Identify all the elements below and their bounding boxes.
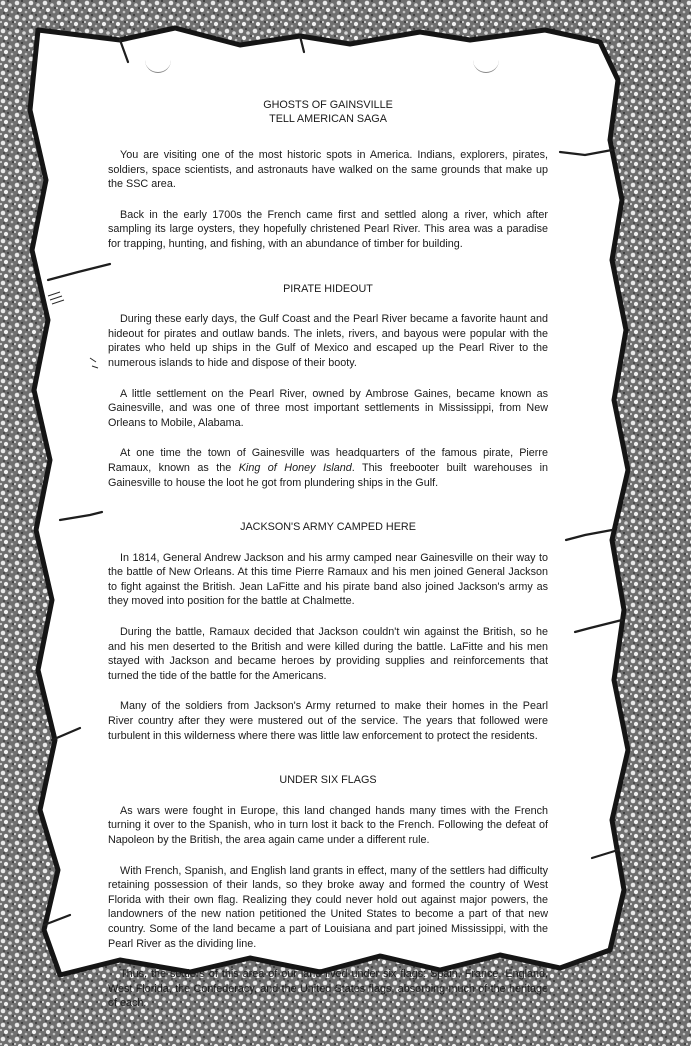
pirate-paragraph-3 [108, 446, 548, 490]
heading-jacksons-army: JACKSON'S ARMY CAMPED HERE [240, 521, 416, 534]
title-line-2: TELL AMERICAN SAGA [269, 113, 387, 125]
heading-under-six-flags: UNDER SIX FLAGS [279, 774, 377, 787]
jackson-paragraph-2: During the battle, Ramaux decided that Jackson couldn't win against the British, so he and his men deserted to the British and were killed during the battle. LaFitte and his men stayed with Jackson and became heroes by providing supplies and reinforcements that turned the tide of the battle for the Americans. [108, 626, 548, 682]
title-line-1: GHOSTS OF GAINSVILLE [263, 99, 393, 111]
document-body [108, 98, 548, 1011]
pirate-paragraph-3-end: . This freebooter built warehouses in Gainesville to house the loot he got from plundering ships in the Gulf. [108, 461, 548, 489]
heading-pirate-hideout: PIRATE HIDEOUT [283, 282, 373, 295]
intro-paragraph-2: Back in the early 1700s the French came first and settled along a river, which after sampling its large oysters, they hopefully christened Pearl River. This area was a paradise for trapping, hunting, and fishing, with an abundance of timber for building. [108, 208, 548, 250]
document-title [108, 98, 548, 126]
pirate-paragraph-1: During these early days, the Gulf Coast and the Pearl River became a favorite haunt and hideout for pirates and outlaw bands. The inlets, rivers, and bayous were popular with the pirates who held up ships in the Gulf of Mexico and escaped up the Pearl River to the numerous islands to hide and dispose of their booty. [108, 313, 548, 369]
honey-island-title: King of Honey Island [238, 461, 352, 474]
pirate-paragraph-2: A little settlement on the Pearl River, owned by Ambrose Gaines, became known as Gainesville, and was one of three most important settlements in Mississippi, from New Orleans to Mobile, Alabama. [108, 387, 548, 429]
pirate-paragraph-3-start: At one time the town of Gainesville was headquarters of the famous pirate, Pierre Ramaux, known as the [108, 447, 548, 474]
flags-paragraph-1: As wars were fought in Europe, this land changed hands many times with the French turning it over to the Spanish, who in turn lost it back to the French. Following the defeat of Napoleon by the British, the area again came under a different rule. [108, 804, 548, 846]
flags-paragraph-2: With French, Spanish, and English land grants in effect, many of the settlers had difficulty retaining possession of their lands, so they broke away and formed the country of West Florida with their own flag. Realizing they could never hold out against major powers, the landowners of the new nation petitioned the United States to become a part of that new country. Some of the land became a part of Louisiana and part joined Mississippi, with the Pearl River as the dividing line. [108, 864, 548, 950]
jackson-paragraph-3: Many of the soldiers from Jackson's Army returned to make their homes in the Pearl River country after they were mustered out of the service. The years that followed were turbulent in this wilderness where there was little law enforcement to protect the residents. [108, 700, 548, 742]
jackson-paragraph-1: In 1814, General Andrew Jackson and his army camped near Gainesville on their way to the battle of New Orleans. At this time Pierre Ramaux and his men joined General Jackson to fight against the British. Jean LaFitte and his pirate band also joined Jackson's army as they moved into position for the battle at Chalmette. [108, 551, 548, 608]
intro-paragraph-1: You are visiting one of the most historic spots in America. Indians, explorers, pirates, soldiers, space scientists, and astronauts have walked on the same grounds that make up the SSC area. [108, 149, 548, 191]
flags-paragraph-3: Thus, the settlers of this area of our land lived under six flags: Spain, France, England, West Florida, the Confederacy, and the United States flags, absorbing much of the heritage of each. [108, 968, 548, 1010]
